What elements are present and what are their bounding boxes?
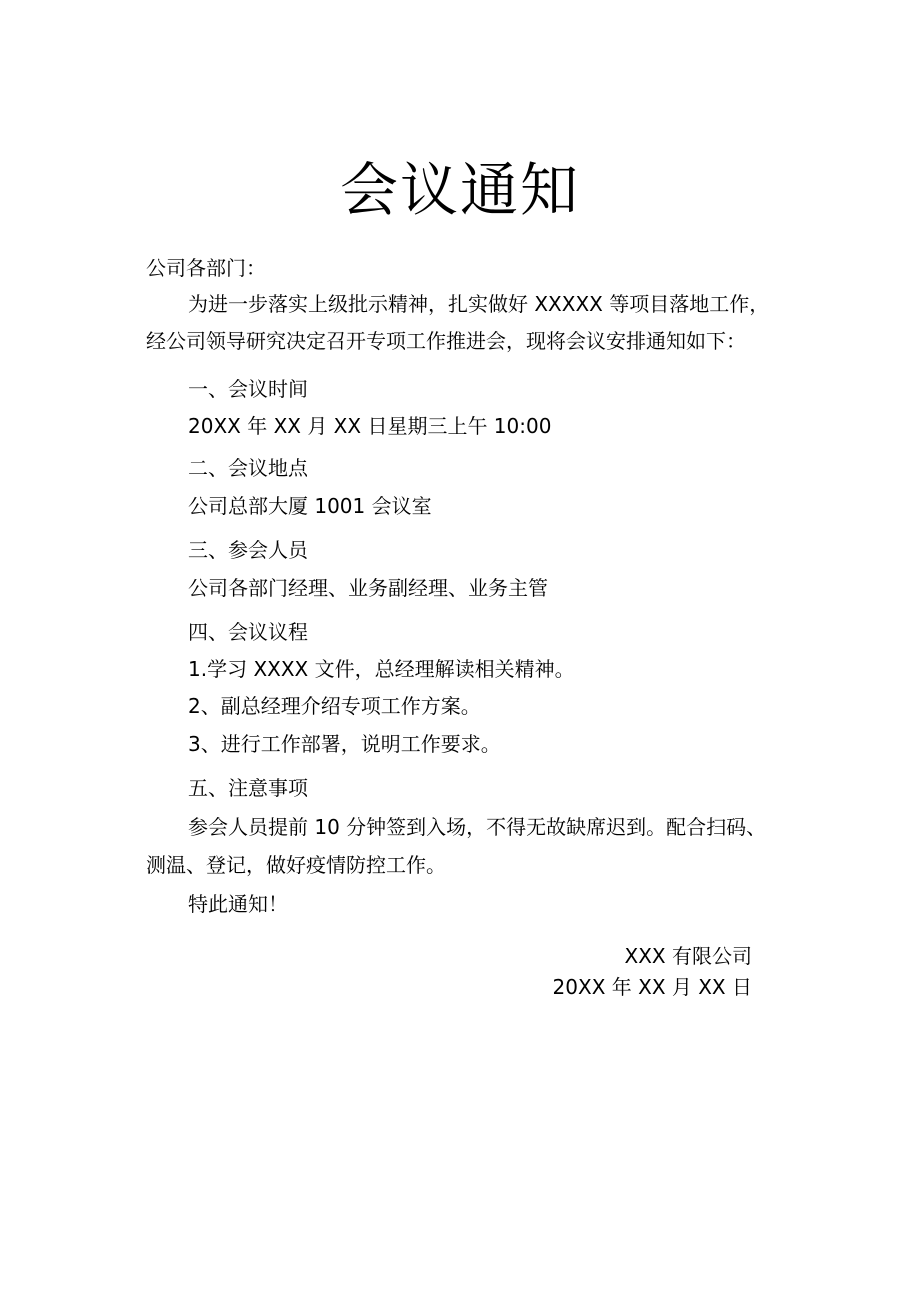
signature-company: XXX 有限公司 [624,944,752,968]
section-agenda-heading: 四、会议议程 [188,620,308,644]
section-time-heading: 一、会议时间 [188,377,308,401]
section-notes-heading: 五、注意事项 [188,776,308,800]
agenda-item: 3、进行工作部署，说明工作要求。 [188,732,501,756]
notes-line-1: 参会人员提前 10 分钟签到入场，不得无故缺席迟到。配合扫码、 [188,815,767,839]
document-title: 会议通知 [339,156,580,224]
section-attendees-content: 公司各部门经理、业务副经理、业务主管 [188,576,548,600]
section-time-content: 20XX 年 XX 月 XX 日星期三上午 10:00 [188,414,552,438]
notes-line-2: 测温、登记，做好疫情防控工作。 [146,853,446,877]
signature-date: 20XX 年 XX 月 XX 日 [552,975,752,999]
section-location-heading: 二、会议地点 [188,456,308,480]
intro-line-1: 为进一步落实上级批示精神，扎实做好 XXXXX 等项目落地工作， [188,292,770,316]
agenda-item: 2、副总经理介绍专项工作方案。 [188,694,481,718]
agenda-item: 1.学习 XXXX 文件，总经理解读相关精神。 [188,657,575,681]
intro-line-2: 经公司领导研究决定召开专项工作推进会，现将会议安排通知如下： [146,329,746,353]
closing-text: 特此通知！ [188,892,288,916]
salutation: 公司各部门： [146,256,266,280]
section-location-content: 公司总部大厦 1001 会议室 [188,494,432,518]
section-attendees-heading: 三、参会人员 [188,538,308,562]
